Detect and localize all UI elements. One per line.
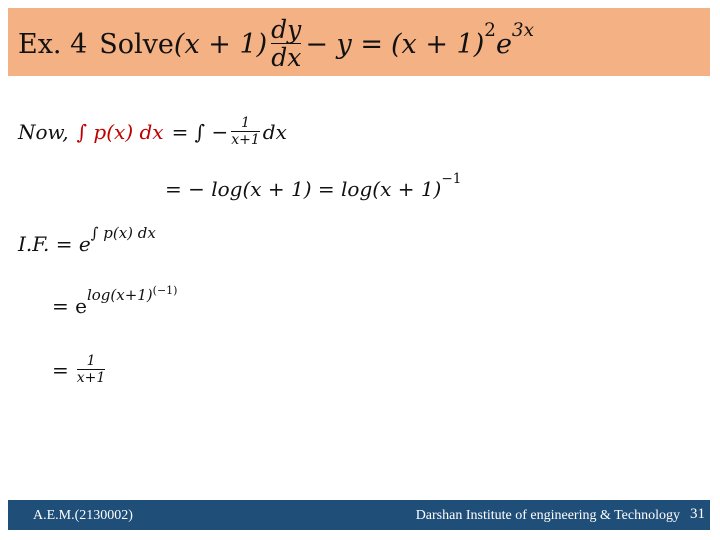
minus-y-equals: − y = [305,28,383,60]
result-numerator: 1 [86,353,96,370]
derivative-numerator: dy [271,14,302,44]
now-word: Now, [18,120,69,144]
solve-word: Solve [99,28,174,60]
result-fraction [77,354,106,385]
derivative-fraction [271,14,302,72]
log-line [165,170,462,204]
result-denominator: x+1 [76,370,106,386]
integrand-numerator: 1 [241,115,250,132]
slide-title-bar [8,8,710,76]
if-exponent: ∫ p(x) dx [90,223,156,242]
integral-p-of-x: ∫ p(x) dx [76,120,164,144]
rhs-exponent: 2 [484,19,496,41]
rhs-e-exponent: 3x [511,19,534,41]
example-label: Ex. 4 [18,28,88,60]
rhs-e: e [495,28,512,60]
log-expression: = − log(x + 1) = log(x + 1) [165,177,442,201]
integrating-factor-line [18,223,156,260]
page-number: 31 [690,506,705,522]
institute-name: Darshan Institute of engineering & Technology [415,508,680,523]
if-lhs: I.F. = e [18,232,91,256]
integrand-denominator: x+1 [231,132,260,148]
exp-log-exponent: log(x+1) [86,285,153,304]
slide-title [18,14,534,72]
integral-line [18,112,287,152]
integral-dx: dx [262,120,287,144]
integral-equals: = ∫ − [171,120,229,144]
derivative-denominator: dx [271,43,302,72]
lhs-factor: (x + 1) [173,28,268,60]
log-exponent: −1 [441,170,462,187]
exp-log-lhs: = e [52,294,87,318]
result-line [52,348,108,392]
exp-log-inner-exponent: (−1) [152,283,178,297]
integrand-fraction [231,116,260,147]
result-equals: = [52,358,69,382]
course-code: A.E.M.(2130002) [33,508,133,523]
slide-footer [8,500,710,530]
exp-log-line [52,283,178,322]
rhs-base: (x + 1) [390,28,485,60]
